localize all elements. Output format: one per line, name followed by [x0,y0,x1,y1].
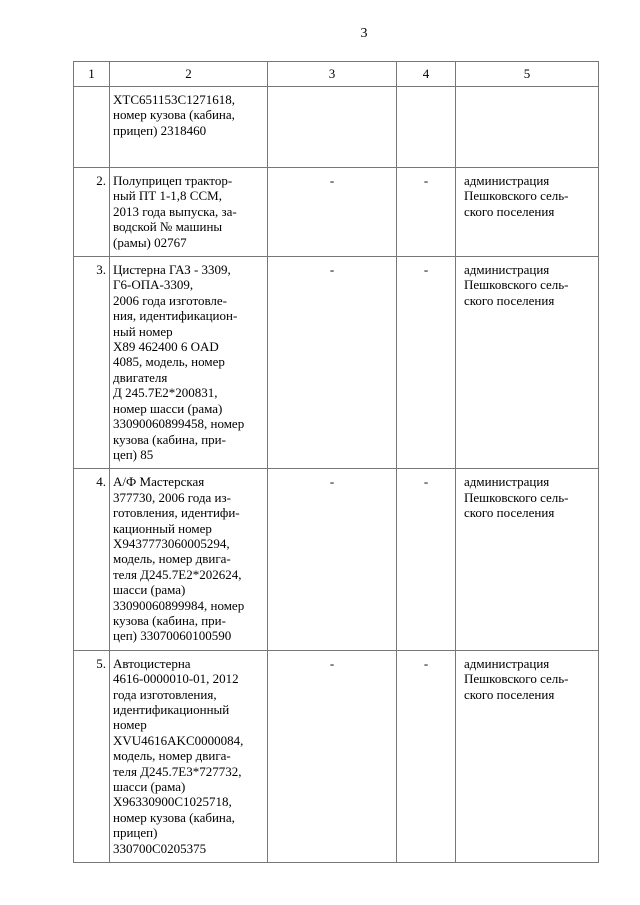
table-row [74,87,599,168]
row-description: Автоцистерна 4616-0000010-01, 2012 года изготовления, идентификационный номер XVU4616AKC0000084, модель, номер двига- теля Д245.7Е3*727732, шасси (рама) X96330900C1025718, номер кузова (кабина, прицеп) 330700C0205375 [110,650,268,862]
table-row [74,650,599,862]
header-col-1: 1 [74,62,110,87]
table-header-row [74,62,599,87]
row-col4: - [397,469,456,650]
row-owner: администрация Пешковского сель- ского поселения [456,469,599,650]
property-table [73,61,599,863]
row-col4: - [397,257,456,469]
row-owner: администрация Пешковского сель- ского поселения [456,168,599,257]
row-col4 [397,87,456,168]
row-col3: - [268,650,397,862]
row-number: 5. [74,650,110,862]
row-owner: администрация Пешковского сель- ского поселения [456,257,599,469]
header-col-5: 5 [456,62,599,87]
row-description: А/Ф Мастерская 377730, 2006 года из- готовления, идентифи- кационный номер X9437773060005294, модель, номер двига- теля Д245.7Е2*202624, шасси (рама) 33090060899984, номер кузова (кабина, при- цеп) 33070060100590 [110,469,268,650]
row-description: Полуприцеп трактор- ный ПТ 1-1,8 ССМ, 2013 года выпуска, за- водской № машины (рамы) 02767 [110,168,268,257]
table-row [74,469,599,650]
row-col4: - [397,168,456,257]
row-owner: администрация Пешковского сель- ского поселения [456,650,599,862]
row-number [74,87,110,168]
header-col-3: 3 [268,62,397,87]
row-owner [456,87,599,168]
header-col-2: 2 [110,62,268,87]
header-col-4: 4 [397,62,456,87]
table-row [74,257,599,469]
row-description: XTC651153C1271618, номер кузова (кабина, прицеп) 2318460 [110,87,268,168]
row-col3: - [268,469,397,650]
row-col3 [268,87,397,168]
table-row [74,168,599,257]
row-col3: - [268,168,397,257]
row-number: 3. [74,257,110,469]
row-number: 2. [74,168,110,257]
row-description: Цистерна ГАЗ - 3309, Г6-ОПА-3309, 2006 года изготовле- ния, идентификацион- ный номер X89 462400 6 OAD 4085, модель, номер двигателя Д 245.7Е2*200831, номер шасси (рама) 33090060899458, номер кузова (кабина, при- цеп) 85 [110,257,268,469]
page-number: 3 [360,26,368,41]
row-col4: - [397,650,456,862]
row-number: 4. [74,469,110,650]
row-col3: - [268,257,397,469]
